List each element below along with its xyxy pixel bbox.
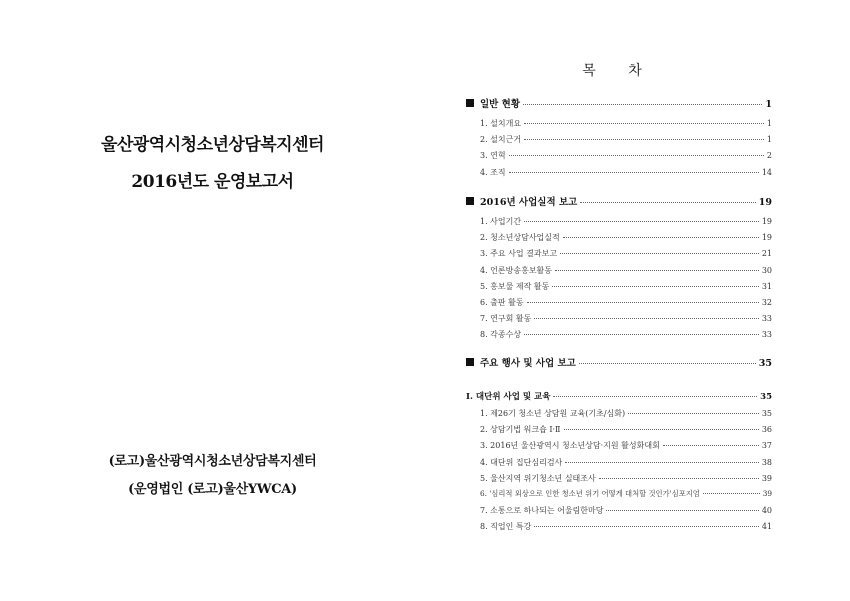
toc-section-heading[interactable]: 일반 현황 1 [466, 96, 772, 118]
toc-item[interactable]: 2. 상담기법 워크숍 Ⅰ·Ⅱ 36 [480, 425, 772, 435]
toc-section-2016-results [466, 194, 772, 346]
operating-corporation: (운영법인 (로고)울산YWCA) [128, 482, 297, 497]
toc-title: 목 차 [582, 63, 656, 79]
toc-item[interactable]: 6. '심리적 외상으로 인한 청소년 위기 어떻게 대처할 것인가'심포지엄 39 [480, 488, 772, 498]
toc-subsection-heading[interactable]: Ⅰ. 대단위 사업 및 교육 35 [466, 392, 772, 402]
toc-item[interactable]: 4. 조직 14 [480, 167, 772, 177]
toc-item[interactable]: 4. 언론방송홍보활동 30 [480, 265, 772, 275]
square-bullet-icon [466, 358, 474, 366]
toc-item[interactable]: 8. 각종수상 33 [480, 330, 772, 340]
center-name: (로고)울산광역시청소년상담복지센터 [108, 454, 317, 469]
report-subtitle: 2016년도 운영보고서 [131, 172, 294, 192]
toc-item[interactable]: 6. 출판 활동 32 [480, 297, 772, 307]
toc-item[interactable]: 2. 청소년상담사업실적 19 [480, 233, 772, 243]
table-of-contents [466, 0, 772, 601]
toc-item[interactable]: 8. 직업인 특강 41 [480, 522, 772, 532]
toc-item[interactable]: 5. 울산지역 위기청소년 실태조사 39 [480, 473, 772, 483]
toc-item[interactable]: 3. 주요 사업 결과보고 21 [480, 249, 772, 259]
toc-item[interactable]: 3. 연혁 2 [480, 151, 772, 161]
toc-item[interactable]: 3. 2016년 울산광역시 청소년상담·지원 활성화대회 37 [480, 441, 772, 451]
report-title: 울산광역시청소년상담복지센터 [101, 135, 324, 155]
toc-section-general [466, 96, 772, 183]
toc-subsection-large-scale [466, 390, 772, 538]
toc-item[interactable]: 4. 대단위 집단심리검사 38 [480, 457, 772, 467]
toc-item[interactable]: 7. 소통으로 하나되는 어울림한마당 40 [480, 506, 772, 516]
toc-item[interactable]: 2. 설치근거 1 [480, 135, 772, 145]
toc-item[interactable]: 1. 제26기 청소년 상담원 교육(기초/심화) 35 [480, 409, 772, 418]
toc-item[interactable]: 1. 사업기간 19 [480, 217, 772, 226]
toc-item[interactable]: 5. 홍보물 제작 활동 31 [480, 281, 772, 291]
toc-section-heading[interactable]: 2016년 사업실적 보고 19 [466, 194, 772, 216]
square-bullet-icon [466, 99, 474, 107]
toc-section-heading[interactable]: 주요 행사 및 사업 보고 35 [466, 355, 772, 377]
toc-item[interactable]: 1. 설치개요 1 [480, 119, 772, 128]
square-bullet-icon [466, 197, 474, 205]
toc-section-major-events [466, 355, 772, 377]
toc-item[interactable]: 7. 연구회 활동 33 [480, 314, 772, 324]
